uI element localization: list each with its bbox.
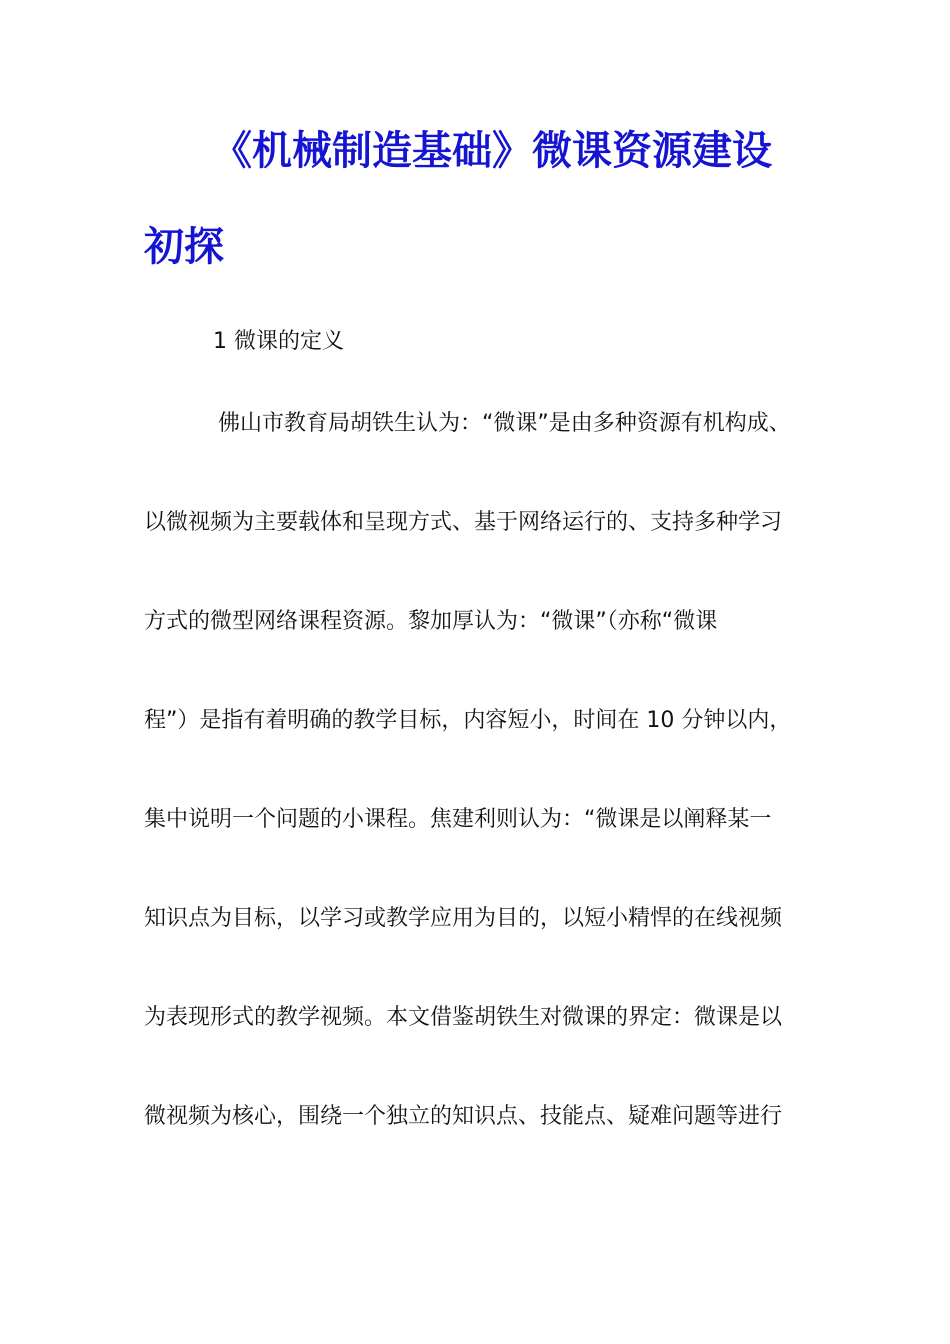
paragraph-line: 知识点为目标，以学习或教学应用为目的，以短小精悍的在线视频 — [144, 906, 783, 931]
paragraph-line: 以微视频为主要载体和呈现方式、基于网络运行的、支持多种学习 — [144, 510, 783, 535]
paragraph-line: 集中说明一个问题的小课程。焦建利则认为：“微课是以阐释某一 — [144, 807, 772, 832]
paragraph-line: 佛山市教育局胡铁生认为：“微课”是由多种资源有机构成、 — [218, 411, 791, 436]
paragraph-line: 微视频为核心，围绕一个独立的知识点、技能点、疑难问题等进行 — [144, 1104, 783, 1129]
document-title-line-1: 《机械制造基础》微课资源建设 — [212, 127, 772, 174]
paragraph-line: 为表现形式的教学视频。本文借鉴胡铁生对微课的界定：微课是以 — [144, 1005, 783, 1030]
section-heading: 1 微课的定义 — [213, 329, 344, 354]
paragraph-line: 方式的微型网络课程资源。黎加厚认为：“微课”（亦称“微课 — [144, 609, 718, 634]
paragraph-line: 程”）是指有着明确的教学目标，内容短小，时间在 10 分钟以内， — [144, 708, 792, 733]
document-title-line-2: 初探 — [144, 223, 224, 270]
